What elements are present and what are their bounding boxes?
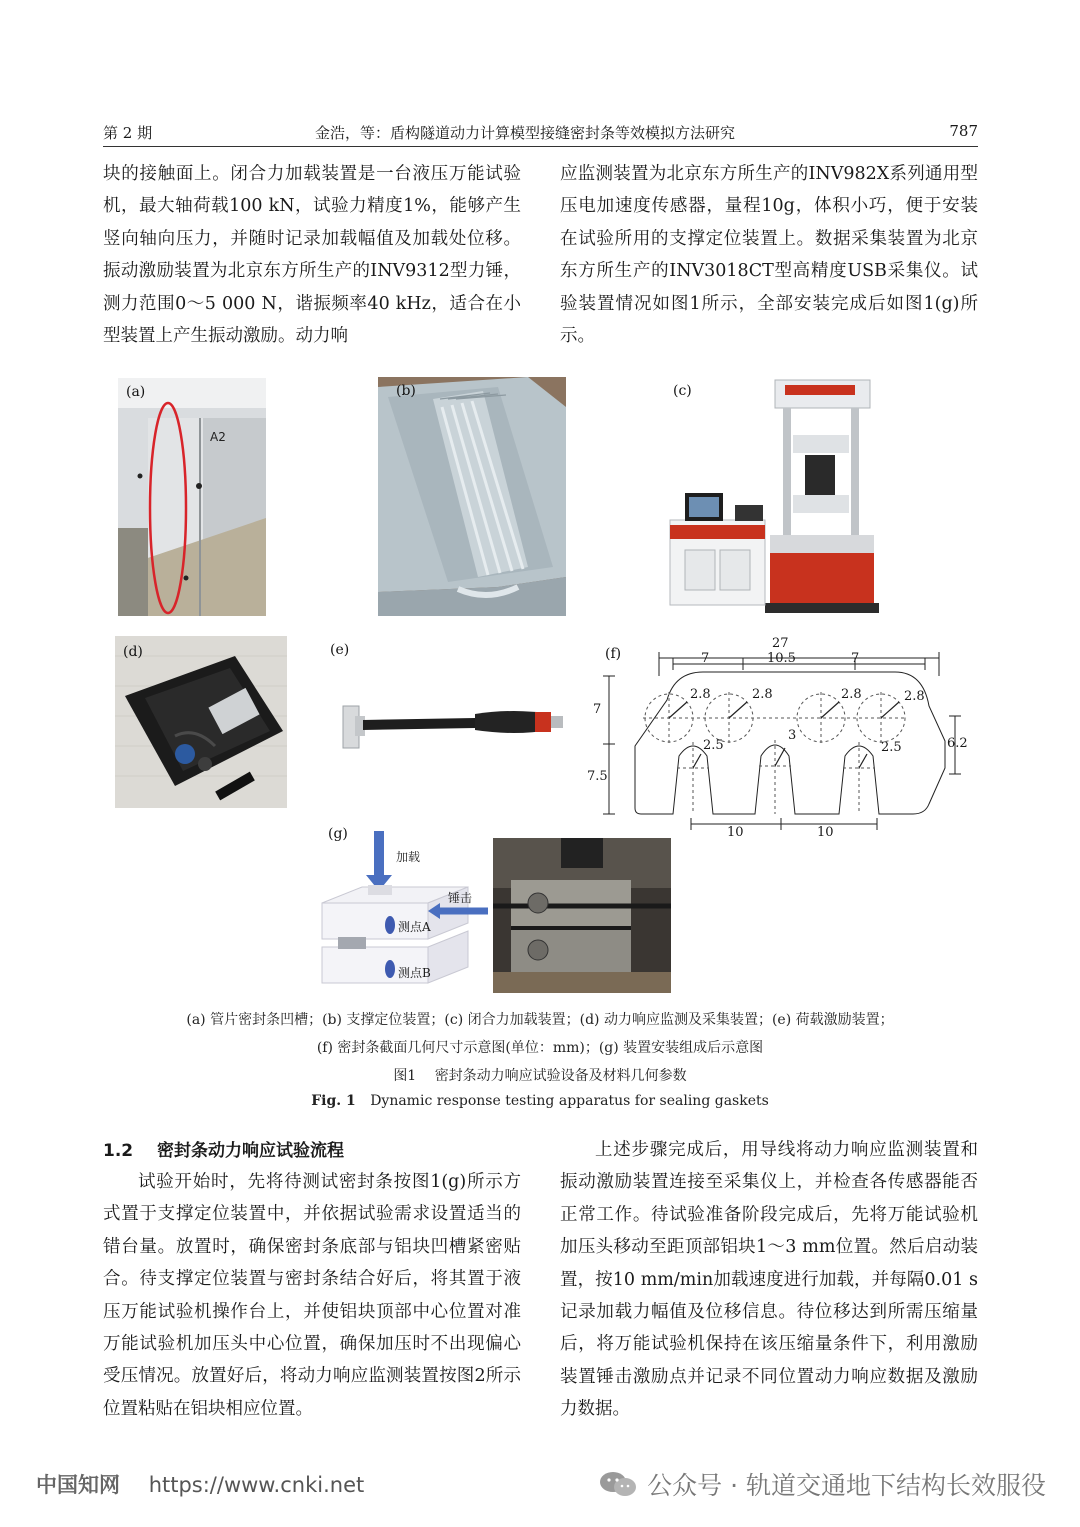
figure-label-cn: 图1 [393, 1068, 417, 1084]
panel-d [115, 636, 287, 808]
panel-e [325, 640, 580, 770]
dim-height-right: 6.2 [947, 736, 968, 751]
gasket-groove-photo [118, 378, 266, 616]
dim-total-27: 27 [772, 636, 789, 651]
label-point-a: 测点A [398, 920, 431, 934]
dim-radius-2: 2.8 [752, 687, 773, 702]
figure-caption-en [90, 1093, 990, 1109]
dim-width-2: 10 [817, 825, 834, 840]
gasket-section-diagram [595, 636, 975, 846]
a2-marking: A2 [210, 430, 226, 444]
panel-label-g: (g) [328, 826, 348, 842]
top-right-column [560, 158, 978, 352]
bottom-right-column [560, 1134, 978, 1426]
paragraph: 应监测装置为北京东方所生产的INV982X系列通用型压电加速度传感器，量程10g，体积小巧，便于安装在试验所用的支撑定位装置上。数据采集装置为北京东方所生产的INV3018CT型高精度USB采集仪。试验装置情况如图1所示，全部安装完成后如图1(g)所示。 [560, 164, 978, 347]
page-number: 787 [949, 122, 978, 140]
wechat-icon [599, 1470, 637, 1498]
support-block-photo [378, 377, 566, 616]
dim-radius-5: 2.5 [703, 738, 724, 753]
figure-title-en: Dynamic response testing apparatus for sealing gaskets [370, 1093, 769, 1109]
dim-radius-3: 2.8 [841, 687, 862, 702]
panel-label-d: (d) [123, 644, 143, 660]
cnki-brand: 中国知网 [36, 1473, 120, 1497]
panel-label-a: (a) [126, 384, 146, 400]
paragraph: 块的接触面上。闭合力加载装置是一台液压万能试验机，最大轴荷载100 kN，试验力精度1%，能够产生竖向轴向压力，并随时记录加载幅值及加载处位移。振动激励装置为北京东方所生产的INV9312型力锤，测力范围0～5 000 N，谐振频率40 kHz，适合在小型装置上产生振动激励。动力响 [103, 164, 521, 347]
panel-label-e: (e) [330, 642, 350, 658]
cnki-watermark [36, 1469, 364, 1499]
section-heading [103, 1136, 344, 1161]
caption-subpanels-line2: (f) 密封条截面几何尺寸示意图(单位：mm)；(g) 装置安装组成后示意图 [316, 1040, 764, 1056]
label-hammer: 锤击 [448, 891, 473, 905]
header-rule [103, 146, 978, 147]
dim-width-1: 10 [727, 825, 744, 840]
panel-label-b: (b) [396, 383, 416, 399]
cnki-url: https://www.cnki.net [148, 1473, 365, 1497]
caption-subpanels-line1: (a) 管片密封条凹槽；(b) 支撑定位装置；(c) 闭合力加载装置；(d) 动力响应监测及采集装置；(e) 荷载激励装置； [186, 1012, 894, 1028]
section-number: 1.2 [103, 1141, 134, 1161]
dim-height-top: 7 [593, 702, 602, 717]
figure-label-en: Fig. 1 [311, 1093, 356, 1109]
wechat-account: 公众号 · 轨道交通地下结构长效服役 [647, 1471, 1046, 1500]
dim-radius-4: 2.8 [904, 689, 925, 704]
force-hammer-illustration [325, 680, 580, 770]
panel-a [118, 378, 266, 616]
monitoring-case-photo [115, 636, 287, 808]
dim-radius-7: 2.5 [881, 740, 902, 755]
dim-radius-1: 2.8 [690, 687, 711, 702]
bottom-left-column [103, 1166, 521, 1425]
panel-c [665, 375, 880, 615]
wechat-watermark [599, 1466, 1046, 1502]
dim-right-7: 7 [851, 651, 860, 666]
running-title: 金浩，等：盾构隧道动力计算模型接缝密封条等效模拟方法研究 [315, 124, 736, 142]
panel-b [378, 377, 566, 616]
label-point-b: 测点B [398, 966, 431, 980]
panel-g [318, 823, 678, 995]
top-left-column [103, 158, 521, 352]
dim-mid-10-5: 10.5 [767, 651, 796, 666]
dim-radius-6: 3 [788, 728, 797, 743]
paragraph: 上述步骤完成后，用导线将动力响应监测装置和振动激励装置连接至采集仪上，并检查各传感器能否正常工作。待试验准备阶段完成后，先将万能试验机加压头移动至距顶部铝块1～3 mm位置。然后启动装置，按10 mm/min加载速度进行加载，并每隔0.01 s记录加载力幅值及位移信息。待位移达到所需压缩量后，将万能试验机保持在该压缩量条件下，利用激励装置锤击激励点并记录不同位置动力响应数据及激励力数据。 [560, 1140, 978, 1420]
dim-left-7: 7 [701, 651, 710, 666]
label-load: 加载 [396, 850, 421, 864]
dim-height-bottom: 7.5 [587, 769, 608, 784]
loading-machine-illustration [665, 375, 880, 615]
figure-title-cn: 密封条动力响应试验设备及材料几何参数 [434, 1068, 687, 1084]
panel-label-c: (c) [673, 383, 692, 399]
running-header [103, 122, 978, 144]
paragraph: 试验开始时，先将待测试密封条按图1(g)所示方式置于支撑定位装置中，并依据试验需求设置适当的错台量。放置时，确保密封条底部与铝块凹槽紧密贴合。待支撑定位装置与密封条结合好后，将其置于液压万能试验机操作台上，并使铝块顶部中心位置对准万能试验机加压头中心位置，确保加压时不出现偏心受压情况。放置好后，将动力响应监测装置按图2所示位置粘贴在铝块相应位置。 [103, 1172, 521, 1419]
assembled-setup-photo [493, 838, 671, 993]
issue-number: 第 2 期 [103, 124, 153, 142]
panel-f [587, 636, 975, 846]
section-title: 密封条动力响应试验流程 [157, 1141, 345, 1161]
panel-label-f: (f) [605, 646, 622, 662]
figure-caption-cn [90, 1065, 990, 1085]
